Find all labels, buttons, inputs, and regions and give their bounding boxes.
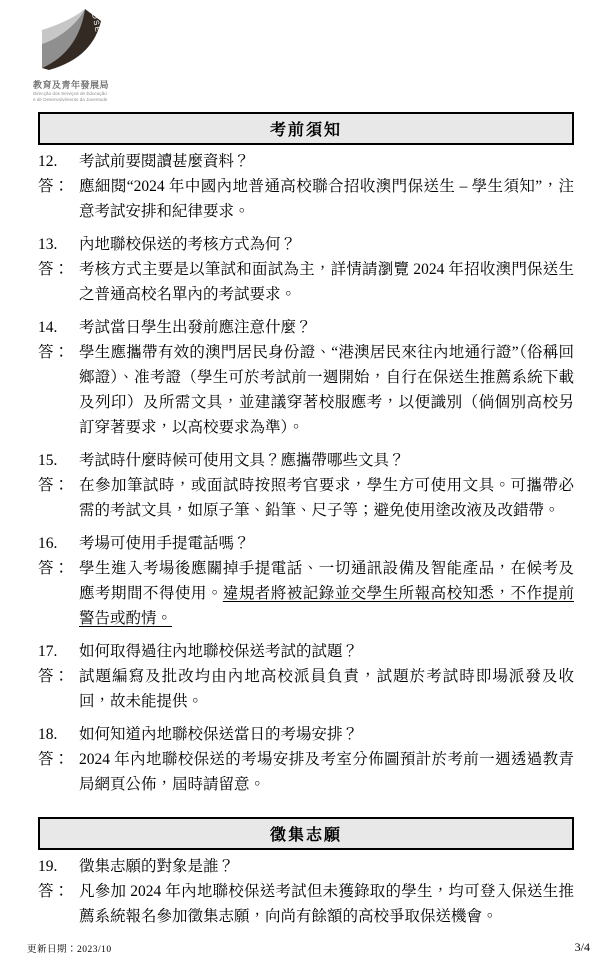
question-text: 內地聯校保送的考核方式為何？	[79, 236, 297, 254]
question-text: 考試時什麼時候可使用文具？應攜帶哪些文具？	[79, 452, 405, 470]
answer-label: 答：	[38, 261, 70, 279]
section-header-supplementary-preferences	[38, 817, 574, 850]
answer-text-normal: 學生進入考場後應關掉手提電話、一切通訊設備及智能產品，在候考及應考期間不得使用。	[79, 560, 574, 603]
question-number: 17.	[38, 643, 58, 661]
qa-item-13	[38, 232, 574, 307]
dsedj-logo-mark	[33, 8, 107, 72]
answer-label: 答：	[38, 477, 70, 495]
answer-label: 答：	[38, 668, 70, 686]
update-date: 更新日期：2023/10	[27, 945, 112, 955]
question-text: 考試前要閱讀甚麼資料？	[79, 153, 250, 171]
section-header-pre-exam-notice	[38, 112, 574, 145]
answer-text: 凡參加 2024 年內地聯校保送考試但未獲錄取的學生，均可登入保送生推薦系統報名參加徵集志願，向尚有餘額的高校爭取保送機會。	[79, 883, 574, 926]
answer-text: 應細閱“2024 年中國內地普通高校聯合招收澳門保送生 – 學生須知”，注意考試安排和紀律要求。	[79, 178, 574, 221]
qa-item-16	[38, 531, 574, 631]
answer-text: 學生應攜帶有效的澳門居民身份證、“港澳居民來往內地通行證”（俗稱回鄉證）、准考證（學生可於考試前一週開始，自行在保送生推薦系統下載及列印）及所需文具，並建議穿著校服應考，以便識別（倘個別高校另訂穿著要求，以高校要求為準）。	[79, 344, 574, 437]
answer-text: 在參加筆試時，或面試時按照考官要求，學生方可使用文具。可攜帶必需的考試文具，如原子筆、鉛筆、尺子等；避免使用塗改液及改錯帶。	[79, 477, 574, 520]
question-number: 14.	[38, 319, 58, 337]
answer-text-underlined: 違規者將被記錄並交學生所報高校知悉，不作提前警告或酌情。	[79, 585, 574, 628]
answer-text: 考核方式主要是以筆試和面試為主，詳情請瀏覽 2024 年招收澳門保送生之普通高校名單內的考試要求。	[79, 261, 574, 304]
qa-item-17	[38, 639, 574, 714]
question-number: 16.	[38, 535, 58, 553]
question-number: 13.	[38, 236, 58, 254]
logo-name-pt-line2: e de Desenvolvimento da Juventude	[33, 96, 108, 102]
section-title: 考前須知	[269, 122, 342, 140]
answer-label: 答：	[38, 560, 70, 578]
logo-name-pt-line1: Direcção dos Serviços de Educação	[33, 91, 107, 96]
answer-text	[79, 556, 574, 631]
answer-label: 答：	[38, 883, 70, 901]
qa-list-section-1	[38, 149, 574, 805]
dsedj-acronym: DSEDJ	[90, 12, 106, 46]
question-number: 19.	[38, 858, 58, 876]
answer-text: 2024 年內地聯校保送的考場安排及考室分佈圖預計於考前一週透過教青局網頁公佈，屆時請留意。	[79, 751, 574, 794]
answer-text: 試題編寫及批改均由內地高校派員負責，試題於考試時即場派發及收回，故未能提供。	[79, 668, 574, 711]
qa-item-19	[38, 854, 574, 929]
question-text: 考場可使用手提電話嗎？	[79, 535, 250, 553]
question-text: 考試當日學生出發前應注意什麼？	[79, 319, 312, 337]
page-number: 3/4	[574, 940, 590, 954]
question-text: 如何取得過往內地聯校保送考試的試題？	[79, 643, 359, 661]
question-text: 徵集志願的對象是誰？	[79, 858, 235, 876]
qa-item-18	[38, 722, 574, 797]
qa-list-section-2	[38, 854, 574, 937]
question-number: 12.	[38, 153, 58, 171]
answer-label: 答：	[38, 751, 70, 769]
answer-label: 答：	[38, 344, 70, 362]
qa-item-15	[38, 448, 574, 523]
page-footer	[27, 940, 590, 957]
section-title: 徵集志願	[269, 827, 342, 845]
qa-item-12	[38, 149, 574, 224]
question-number: 15.	[38, 452, 58, 470]
dsedj-logo	[33, 8, 119, 102]
question-number: 18.	[38, 726, 58, 744]
logo-name-zh: 教育及青年發展局	[33, 80, 110, 90]
qa-item-14	[38, 315, 574, 440]
answer-label: 答：	[38, 178, 70, 196]
question-text: 如何知道內地聯校保送當日的考場安排？	[79, 726, 359, 744]
